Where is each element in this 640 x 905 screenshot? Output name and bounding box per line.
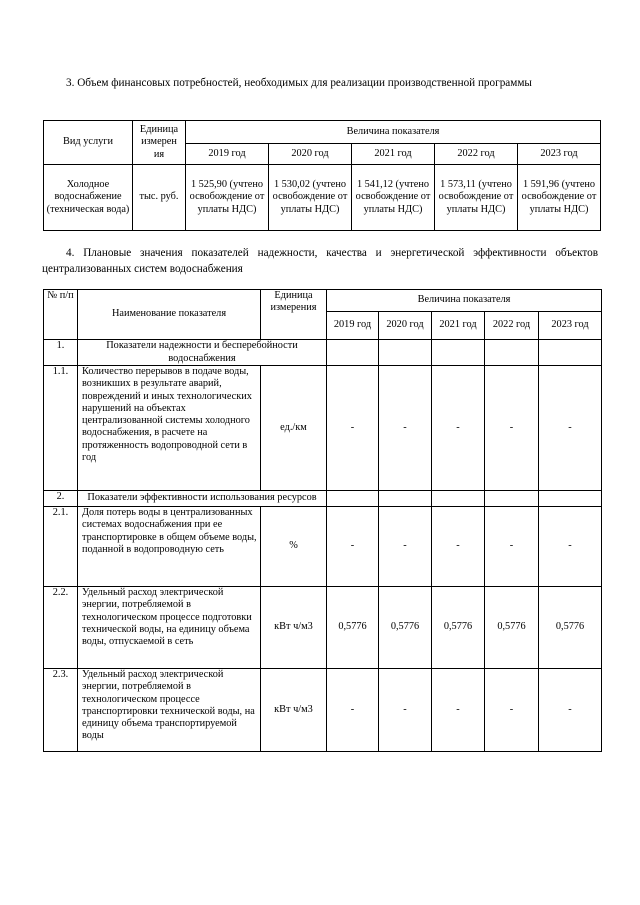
value-cell: - bbox=[327, 366, 379, 491]
unit-cell: ед./км bbox=[261, 366, 327, 491]
financial-needs-table bbox=[43, 120, 601, 231]
value-cell: - bbox=[432, 507, 485, 587]
year-header: 2023 год bbox=[518, 144, 601, 165]
year-header: 2020 год bbox=[379, 312, 432, 340]
section-4-heading: 4. Плановые значения показателей надежности, качества и энергетической эффективности объектов централизованных систем водоснабжения bbox=[42, 247, 598, 275]
value-cell: 1 573,11 (учтено освобождение от уплаты НДС) bbox=[435, 165, 518, 231]
value-cell: 1 530,02 (учтено освобождение от уплаты НДС) bbox=[269, 165, 352, 231]
value-cell: - bbox=[485, 366, 539, 491]
value-cell: 1 591,96 (учтено освобождение от уплаты НДС) bbox=[518, 165, 601, 231]
indicator-name: Удельный расход электрической энергии, потребляемой в технологическом процессе подготовки технической воды, на единицу объема воды, отпускаемой в сеть bbox=[78, 587, 261, 669]
value-cell: - bbox=[539, 366, 602, 491]
row-number: 2.3. bbox=[44, 669, 78, 752]
year-header: 2020 год bbox=[269, 144, 352, 165]
service-name: Холодное водоснабжение (техническая вода) bbox=[44, 165, 133, 231]
value-cell: - bbox=[539, 669, 602, 752]
indicators-table bbox=[43, 289, 602, 752]
year-header: 2019 год bbox=[327, 312, 379, 340]
indicator-name: Доля потерь воды в централизованных системах водоснабжения при ее транспортировке в общем объеме воды, поданной в водопроводную сеть bbox=[78, 507, 261, 587]
unit-cell: кВт ч/м3 bbox=[261, 669, 327, 752]
unit-cell: кВт ч/м3 bbox=[261, 587, 327, 669]
value-cell: - bbox=[432, 366, 485, 491]
section-title: Показатели надежности и бесперебойности водоснабжения bbox=[78, 340, 327, 366]
value-cell: 0,5776 bbox=[379, 587, 432, 669]
row-number: 2.2. bbox=[44, 587, 78, 669]
value-cell: - bbox=[379, 507, 432, 587]
value-cell: 0,5776 bbox=[327, 587, 379, 669]
value-cell: - bbox=[432, 669, 485, 752]
value-cell: 1 525,90 (учтено освобождение от уплаты НДС) bbox=[186, 165, 269, 231]
row-number: 2.1. bbox=[44, 507, 78, 587]
header-unit: Единица измерения bbox=[261, 290, 327, 340]
value-cell: 0,5776 bbox=[432, 587, 485, 669]
value-cell: - bbox=[539, 507, 602, 587]
year-header: 2023 год bbox=[539, 312, 602, 340]
value-cell: - bbox=[379, 669, 432, 752]
header-service: Вид услуги bbox=[44, 121, 133, 165]
year-header: 2022 год bbox=[485, 312, 539, 340]
year-header: 2021 год bbox=[352, 144, 435, 165]
unit-cell: тыс. руб. bbox=[133, 165, 186, 231]
value-cell: - bbox=[327, 669, 379, 752]
value-cell: 0,5776 bbox=[539, 587, 602, 669]
row-number: 2. bbox=[44, 491, 78, 507]
value-cell: - bbox=[327, 507, 379, 587]
value-cell: - bbox=[485, 669, 539, 752]
section-title: Показатели эффективности использования ресурсов bbox=[78, 491, 327, 507]
value-cell: 0,5776 bbox=[485, 587, 539, 669]
row-number: 1. bbox=[44, 340, 78, 366]
header-value: Величина показателя bbox=[327, 290, 602, 312]
header-name: Наименование показателя bbox=[78, 290, 261, 340]
header-unit: Единица измерен ия bbox=[133, 121, 186, 165]
value-cell: - bbox=[485, 507, 539, 587]
value-cell: 1 541,12 (учтено освобождение от уплаты НДС) bbox=[352, 165, 435, 231]
indicator-name: Удельный расход электрической энергии, потребляемой в технологическом процессе транспортировки технической воды, на единицу объема транспортируемой воды bbox=[78, 669, 261, 752]
indicator-name: Количество перерывов в подаче воды, возникших в результате аварий, повреждений и иных технологических нарушений на объектах централизованной системы холодного водоснабжения, в расчете на протяженность водопроводной сети в год bbox=[78, 366, 261, 491]
year-header: 2021 год bbox=[432, 312, 485, 340]
row-number: 1.1. bbox=[44, 366, 78, 491]
year-header: 2019 год bbox=[186, 144, 269, 165]
header-no: № п/п bbox=[44, 290, 78, 340]
year-header: 2022 год bbox=[435, 144, 518, 165]
section-3-heading: 3. Объем финансовых потребностей, необходимых для реализации производственной программы bbox=[66, 77, 532, 89]
unit-cell: % bbox=[261, 507, 327, 587]
value-cell: - bbox=[379, 366, 432, 491]
header-value: Величина показателя bbox=[186, 121, 601, 144]
